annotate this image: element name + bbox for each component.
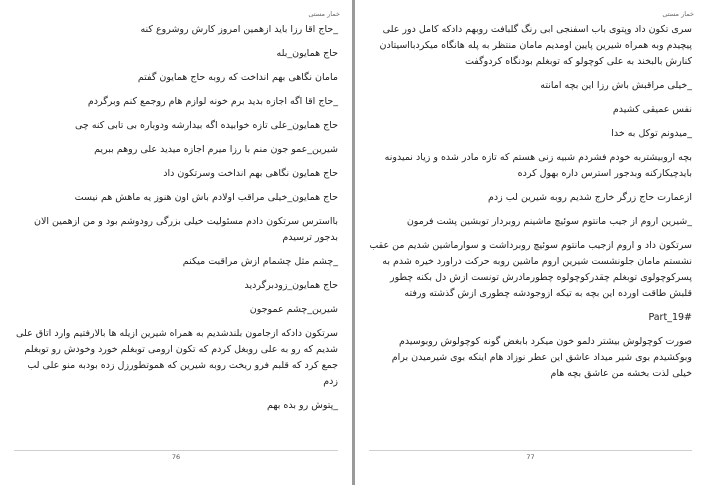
paragraph: _حاج اقا اگه اجازه بدید برم خونه لوازم هام روجمع کنم وبرگردم [87, 96, 338, 107]
paragraph: سرتکون داد و اروم ازجیب مانتوم سوئیچ روبرداشت و سوارماشین شدیم من عقب نشستم مامان جلونشست شیرین اروم ماشین روبه حرکت دراورد خیره شدم به پسرکوچولوی توبغلم چقدرکوچولوه چطورمادرش تونست ازش دل بکنه چطور قلبش طاقت اورده این بچه به تیکه ازوجودشه چطوری ازش گذشته ورفته [369, 240, 692, 299]
page-body [369, 22, 692, 390]
page-number: 76 [171, 453, 181, 461]
paragraph: شیرین_عمو جون منم با رزا میرم اجازه میدید علی روهم ببریم [94, 144, 338, 155]
page-body [14, 22, 338, 422]
paragraph: نفس عمیقی کشیدم [612, 104, 692, 115]
paragraph: شیرین_چشم عموجون [249, 304, 338, 315]
paragraph: بااسترس سرتکون دادم مسئولیت خیلی بزرگی رودوشم بود و من ازهمین الان بدجور ترسیدم [34, 216, 338, 243]
paragraph: _شیرین اروم از جیب مانتوم سوئیچ ماشینم روبردار توبشین پشت فرمون [406, 216, 692, 227]
paragraph: ازعمارت حاج زرگر خارج شدیم روبه شیرین لب زدم [488, 192, 692, 203]
paragraph: _حاج اقا رزا باید ازهمین امروز کارش روشروع کنه [140, 24, 338, 35]
footer-rule [14, 450, 338, 451]
paragraph: سرتکون دادکه ازجامون بلندشدیم به همراه شیرین ازیله ها بالارفتیم وارد اتاق علی شدیم که رو به علی روبغل کردم که تکون ارومی توبغلم خورد وخودش رو توبغلم جمع کرد که قلبم فرو ریخت روبه شیرین که هموتطورزل زده بودبه منو علی لب زدم [16, 328, 338, 387]
paragraph: سری تکون داد وپتوی باب اسفنجی ابی رنگ گلبافت روبهم دادکه کامل دور علی پیچیدم وبه همراه شیرین پایین اومدیم مامان منتظر به پله هانگاه میکردبااسیتادن کنارش بالبخند به علی کوچولو که توبغلم بودنگاه کردوگفت [379, 24, 692, 67]
paragraph: مامان نگاهی بهم انداخت که روبه حاج همایون گفتم [137, 72, 338, 83]
paragraph: حاج همایون_زودبرگردید [244, 280, 338, 291]
page-header: خمار مستی [308, 10, 340, 18]
right-page [355, 0, 706, 485]
paragraph: حاج همایون_علی تازه خوابیده اگه بیدارشه ودوباره بی تابی کنه چی [75, 120, 338, 131]
part-heading: Part_19# [648, 312, 692, 323]
page-header: خمار مستی [662, 10, 694, 18]
paragraph: بچه اروبیشتربه خودم فشردم شبیه زنی هستم که تازه مادر شده و زیاد نمیدونه بایدچیکارکنه وبدجور استرس داره بهول کرده [384, 152, 692, 179]
paragraph: _چشم مثل چشمام ازش مراقبت میکنم [182, 256, 338, 267]
left-page [0, 0, 352, 485]
paragraph: _خیلی مراقبش باش رزا این بچه امانته [540, 80, 692, 91]
paragraph: _پتوش رو بده بهم [267, 400, 338, 411]
footer-rule [369, 450, 692, 451]
paragraph: صورت کوچولوش بیشتر دلمو خون میکرد بابغض گونه کوچولوش روبوسیدم وبوکشیدم بوی شیر میداد عاشق این عطر نوزاد هام اینکه بوی شیرمیدن برام خیلی لذت بخشه من عاشق بچه هام [391, 336, 692, 379]
page-number: 77 [526, 453, 535, 461]
paragraph: حاج همایون_خیلی مراقب اولادم باش اون هنوز یه ماهش هم نیست [74, 192, 338, 203]
paragraph: _میدونم توکل به خدا [611, 128, 692, 139]
paragraph: حاج همایون_بله [276, 48, 338, 59]
paragraph: حاج همایون نگاهی بهم انداخت وسرتکون داد [163, 168, 338, 179]
